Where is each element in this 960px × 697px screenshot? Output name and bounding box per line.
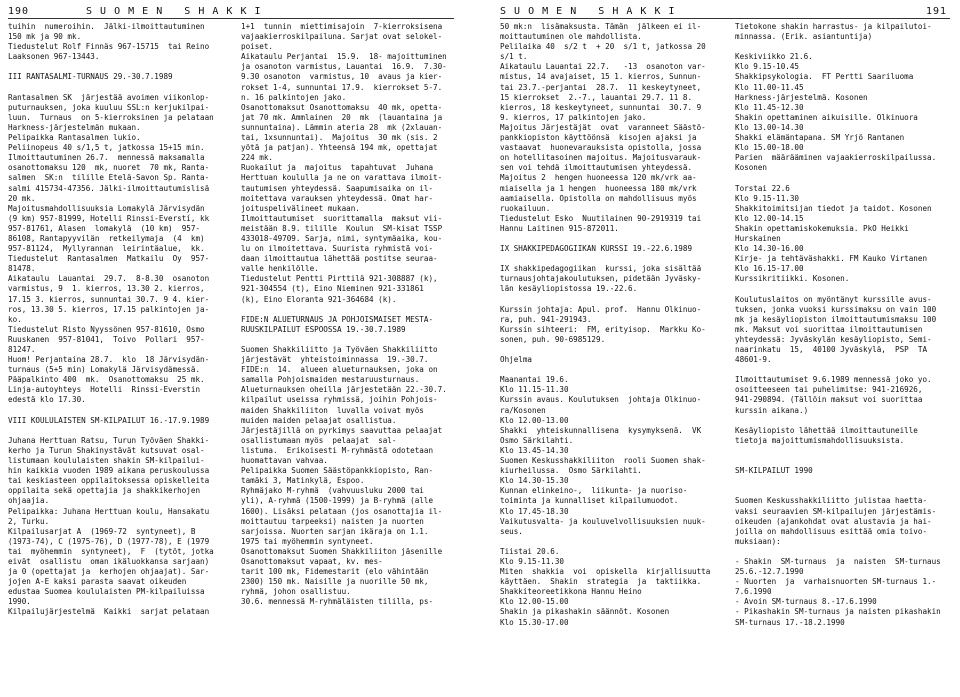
text-line: tai, 1xsunnuntai). Majoitus 30 mk (sis. 2 xyxy=(241,133,438,143)
text-line: 1975 tai myöhemmin syntyneet. xyxy=(241,536,374,546)
text-line: käyttäen. Shakin strategia ja taktiikka. xyxy=(500,577,702,587)
text-line: IX shakkipedagogiikan kurssi, joka sisältää xyxy=(500,264,702,274)
text-line: lu on ilmoitettava. Suurista ryhmistä voi- xyxy=(241,244,434,254)
text-line: Shakin opettamiskokemuksia. PkO Heikki xyxy=(735,223,909,233)
text-line: Klo 14.30-15.30 xyxy=(500,476,569,486)
text-line xyxy=(500,537,725,547)
text-line: (1973-74), C (1975-76), D (1977-78), E (1979 xyxy=(8,536,210,546)
text-line: 81247. xyxy=(8,345,36,354)
text-line xyxy=(735,365,960,375)
text-line: tuksen, jonka vuoksi kurssimaksu on vain 100 xyxy=(735,304,937,314)
text-line: Pääpalkinto 400 mk. Osanottomaksu 25 mk. xyxy=(8,375,205,385)
text-line: Majoitus 2 hengen huoneessa 120 mk/vrk aa- xyxy=(500,173,697,183)
text-line xyxy=(735,456,960,466)
text-line: joituspelivälineet mukaan. xyxy=(241,203,360,213)
text-line: luun. Turnaus on 5-kierroksinen ja pelataan xyxy=(8,112,214,122)
text-line: Peliinopeus 40 s/1,5 t, jatkossa 15+15 min. xyxy=(8,143,205,153)
text-line: tietoja majoittumismahdollisuuksista. xyxy=(735,435,905,445)
text-line: FIDE:N ALUETURNAUS JA POHJOISMAISET MESTA- xyxy=(241,314,434,324)
text-line: moitettava varauksen yhteydessä. Omat har- xyxy=(241,193,434,203)
text-line: SM-turnaus 17.-18.2.1990 xyxy=(735,617,845,627)
text-line: 7.6.1990 xyxy=(735,587,772,597)
text-line: 2, Turku. xyxy=(8,516,50,526)
text-line: ra/Kosonen xyxy=(500,405,546,415)
text-line: sunnuntaina). Lämmin ateria 28 mk (2xlauan- xyxy=(241,122,443,132)
text-line: Torstai 22.6 xyxy=(735,183,790,193)
text-line: Tiedustelut Risto Nyyssönen 957-81610, Osmo xyxy=(8,324,205,334)
text-line: Suomen Keskusshakkiliiton rooli Suomen shak- xyxy=(500,456,706,466)
text-line: Miten shakkia voi opiskella kirjallisuutta xyxy=(500,567,711,577)
text-line: edestä klo 17.30. xyxy=(8,395,86,405)
text-line: 957-81124, Myllyrannan leirintäalue, kk. xyxy=(8,244,205,254)
text-line: Harkness-järjestelmän mukaan. xyxy=(8,122,141,132)
text-line: RUUSKILPAILUT ESPOOSSA 19.-30.7.1989 xyxy=(241,324,406,334)
text-line: mistus, 14 avajaiset, 15 1. kierros, Sunnun- xyxy=(500,72,702,82)
text-line: ryhmä, johon osallistuu. xyxy=(241,587,351,597)
text-line xyxy=(241,335,466,345)
text-line: IX SHAKKIPEDAGOGIIKAN KURSSI 19.-22.6.1989 xyxy=(500,244,693,254)
text-line: Hurskainen xyxy=(735,233,781,243)
text-line: 15 kierrokset 2.-7., lauantai 29.7. 11 8. xyxy=(500,92,693,102)
text-line: Shakin ja pikashakin säännöt. Kosonen xyxy=(500,607,670,617)
text-line: Laaksonen 967-13443. xyxy=(8,52,100,62)
text-line xyxy=(735,476,960,486)
text-line: edustaa Suomea koululaisten PM-kilpailuissa xyxy=(8,587,205,597)
text-line: 9. kierros, 17 palkintojen jako. xyxy=(500,112,647,122)
text-line: 20 mk. xyxy=(8,193,36,203)
text-line: Osmo Särkilahti. xyxy=(500,435,574,445)
text-line: on hotellitasoinen majoitus. Majoitusvarauk- xyxy=(500,153,702,163)
text-line: yötä ja patjan). Yhteensä 194 mk, opettajat xyxy=(241,143,438,153)
text-line xyxy=(735,486,960,496)
text-line: aamiaisella. Opistolla on mahdollisuus myös xyxy=(500,193,697,203)
text-line: Klo 16.15-17.00 xyxy=(735,264,804,274)
text-line: Aikataulu Perjantai 15.9. 18- majoittuminen xyxy=(241,52,447,62)
text-line: Parien määrääminen vajaakierroskilpailussa. xyxy=(735,153,937,163)
text-line: oppilaita sekä opettajia ja shakkikerhojen xyxy=(8,486,201,496)
text-line: 941-290894. (Tällöin maksut voi suorittaa xyxy=(735,395,923,405)
header-rule-left xyxy=(8,18,454,19)
text-line xyxy=(500,365,725,375)
text-line: Ilmoittautumiset 9.6.1989 mennessä joko yo. xyxy=(735,375,932,385)
text-line: Pelipaikka Rantasalmen lukio. xyxy=(8,133,141,143)
text-line: Kirje- ja tehtäväshakki. FM Kauko Virtanen xyxy=(735,254,928,264)
text-line: - Shakin SM-turnaus ja naisten SM-turnaus xyxy=(735,556,941,566)
text-line: 9.30 osanoton varmistus, 10 avaus ja kier- xyxy=(241,72,443,82)
text-line: Shakki elämäntapana. SM Yrjö Rantanen xyxy=(735,133,905,143)
text-line: Tiedustelut Esko Nuutilainen 90-2919319 tai xyxy=(500,213,702,223)
text-line: Shakkiteoreetikkona Hannu Heino xyxy=(500,587,642,597)
text-line: ohjaajia. xyxy=(8,496,50,506)
text-line: ko. xyxy=(8,314,22,324)
text-line: osanottomaksu 120 mk, nuoret 70 mk, Ranta- xyxy=(8,163,210,173)
text-line: maiden Shakkiliiton luvalla voivat myös xyxy=(241,405,424,415)
text-line: mk. Maksut voi suorittaa ilmoittautumisen xyxy=(735,324,923,334)
text-line: tuihin numeroihin. Jälki-ilmoittautuminen xyxy=(8,22,205,31)
text-line: Klo 15.00-18.00 xyxy=(735,143,804,153)
text-line: vastaavat huonevarauksista opistolla, jossa xyxy=(500,143,702,153)
text-line: Suomen Shakkiliitto ja Työväen Shakkiliitto xyxy=(241,345,438,354)
text-line: n. 16 palkintojen jako. xyxy=(241,92,347,102)
text-line: listumaan koululaisten shakin SM-kilpailui- xyxy=(8,456,205,466)
text-line: kurssin aikana.) xyxy=(735,405,809,415)
text-line: vaksi seuraavien SM-kilpailujen järjestämis- xyxy=(735,506,937,516)
text-line: ra, puh. 941-291943. xyxy=(500,314,592,324)
text-line: Keskiviikko 21.6. xyxy=(735,52,813,62)
header-rule-right xyxy=(500,18,950,19)
text-line: mk ja kesäyliopiston ilmoittautumismaksu 100 xyxy=(735,314,937,324)
text-line: Aikataulu Lauantai 29.7. 8-8.30 osanoton xyxy=(8,274,210,284)
text-line: tai myöhemmin syntyneet), F (tytöt, jotka xyxy=(8,546,214,556)
text-line xyxy=(8,406,233,416)
text-line: huomattavan vahvaa. xyxy=(241,456,328,466)
text-line: Tiistai 20.6. xyxy=(500,546,560,556)
text-line: Shakkipsykologia. FT Pertti Saariluoma xyxy=(735,72,914,82)
text-line xyxy=(8,83,233,93)
text-line: Kurssikritiikki. Kosonen. xyxy=(735,274,850,284)
text-line: Kurssin johtaja: Apul. prof. Hannu Olkinuo- xyxy=(500,304,702,314)
text-column-3 xyxy=(500,22,725,628)
text-line: tai 23.7.-perjantai 28.7. 11 keskeytyneet, xyxy=(500,82,702,92)
text-line: Kurssin avaus. Koulutuksen johtaja Olkinuo- xyxy=(500,395,702,405)
text-line: Järjestäjillä on pyrkimys saavuttaa pelaajat xyxy=(241,425,443,435)
text-line: Pelipaikka Suomen Säästöpankkiopisto, Ran- xyxy=(241,466,434,476)
text-line: puturnauksen, joka kuuluu SSL:n kerjukilpai- xyxy=(8,102,210,112)
text-line xyxy=(241,305,466,315)
text-line: III RANTASALMI-TURNAUS 29.-30.7.1989 xyxy=(8,72,173,82)
text-line: Ilmoittautuminen 26.7. mennessä maksamalla xyxy=(8,153,205,163)
text-line xyxy=(735,284,960,294)
text-line: 17.15 3. kierros, sunnuntai 30.7. 9 4. kier- xyxy=(8,294,210,304)
text-line: Klo 15.30-17.00 xyxy=(500,617,569,627)
text-line xyxy=(735,42,960,52)
text-line: jat 70 mk. Ammlainen 20 mk (lauantaina ja xyxy=(241,112,443,122)
text-line: Klo 12.00-15.00 xyxy=(500,597,569,607)
text-line: hin kaikkia vuoden 1989 aikana peruskoulussa xyxy=(8,466,210,476)
text-line: osallistumaan myös pelaajat sal- xyxy=(241,435,397,445)
text-line: Harkness-järjestelmä. Kosonen xyxy=(735,92,868,102)
text-line: oikeuden (ajankohdat ovat alustavia ja hai- xyxy=(735,516,932,526)
running-title-right: S U O M E N S H A K K I xyxy=(500,6,676,17)
text-line: 25.6.-12.7.1990 xyxy=(735,567,804,577)
text-line: Maanantai 19.6. xyxy=(500,375,569,385)
text-line: 433018-49709. Sarja, nimi, syntymäaika, kou- xyxy=(241,233,443,243)
text-line: Hannu Laitinen 915-872011. xyxy=(500,223,619,233)
text-line: valle henkilölle. xyxy=(241,264,319,274)
text-line xyxy=(735,446,960,456)
text-line: eivät osallistu oman ikäluokkansa sarjaan) xyxy=(8,556,210,566)
text-line: salmi 415734-47356. Jälki-ilmoittautumislisä xyxy=(8,183,210,193)
text-line: Klo 17.45-18.30 xyxy=(500,506,569,516)
text-line: Suomen Keskusshakkiliitto julistaa haetta- xyxy=(735,496,928,506)
text-line: Alueturnauksen oheilla järjestetään 22.-30.7. xyxy=(241,385,447,395)
text-line: 86108, Rantapyyvilän retkeilymaja (4 km) xyxy=(8,233,205,243)
text-line: Tietokone shakin harrastus- ja kilpailutoi- xyxy=(735,22,932,31)
text-line: Herttuan koululla ja ne on varattava ilmoit- xyxy=(241,173,443,183)
text-line xyxy=(500,295,725,305)
text-line: Koulutuslaitos on myöntänyt kurssille avus- xyxy=(735,294,932,304)
text-line: Shakin opettaminen aikuisille. Olkinuora xyxy=(735,112,918,122)
text-column-4 xyxy=(735,22,960,628)
text-line: rokset 1-4, sunnuntai 17.9. kierrokset 5-7. xyxy=(241,82,443,92)
text-line: toiminta ja kunnalliset kilpailumuodot. xyxy=(500,496,679,506)
text-line: Shakkitoimitsijan tiedot ja taidot. Kosonen xyxy=(735,203,932,213)
text-line: sonen, puh. 90-6985129. xyxy=(500,334,606,344)
text-line: kerho ja Turun Shakinystävät kutsuvat osal- xyxy=(8,445,205,455)
text-line: muksiaan): xyxy=(735,536,781,546)
text-line: 150 mk ja 90 mk. xyxy=(8,32,82,42)
text-line: turnaus (5+5 min) Lomakylä Järvisydämessä. xyxy=(8,365,201,375)
text-line: kilpailut useissa ryhmissä, joihin Pohjois- xyxy=(241,395,438,405)
text-line: salmen SK:n tilille Etelä-Savon Sp. Ranta- xyxy=(8,173,210,183)
text-line: ja 0 (opettajat ja kerhojen ohjaajat). Sar- xyxy=(8,567,210,577)
text-line: daan ilmoittautua lähettää postitse seuraa- xyxy=(241,254,438,264)
text-line: Kosonen xyxy=(735,163,768,173)
text-line: 50 mk:n lisämaksusta. Tämän jälkeen ei il- xyxy=(500,22,702,31)
text-line: Tiedustelut Rolf Finnäs 967-15715 tai Reino xyxy=(8,42,210,52)
text-line: Kilpailusarjat A (1969-72 syntyneet), B xyxy=(8,526,196,536)
text-line: tautumisen yhteydessä. Saapumisaika on il- xyxy=(241,183,434,193)
text-line: Tiedustelut Pentti Pirttilä 921-308887 (k), xyxy=(241,274,438,284)
text-line xyxy=(735,547,960,557)
text-line: 921-304554 (t), Eino Nieminen 921-331861 xyxy=(241,284,424,294)
text-line: Kurssin sihteeri: FM, erityisop. Markku Ko- xyxy=(500,324,706,334)
text-line xyxy=(8,426,233,436)
text-line: moittautuminen ole mahdollista. xyxy=(500,32,642,42)
text-line: muiden maiden pelaajat osallistua. xyxy=(241,415,397,425)
text-line: sarjoissa. Nuorten sarjan ikäraja on 1.1. xyxy=(241,526,429,536)
text-line: Rantasalmen SK järjestää avoimen viikonlop- xyxy=(8,92,210,102)
text-line: Ruuskanen 957-81041, Toivo Pollari 957- xyxy=(8,334,205,344)
text-line: osoitteeseen tai puhelimitse: 941-216926, xyxy=(735,385,923,395)
text-line: Pelilaika 40 s/2 t + 20 s/1 t, jatkossa 20 xyxy=(500,42,706,52)
text-line: 30.6. mennessä M-ryhmäläisten tililla, ps- xyxy=(241,597,434,607)
text-line: Klo 14.30-16.00 xyxy=(735,244,804,254)
text-line: (9 km) 957-81999, Hotelli Rinssi-Everstí, kk xyxy=(8,213,210,223)
text-line: samalla Pohjoismaiden mestaruusturnaus. xyxy=(241,375,420,385)
text-line: pankkiopiston käyttöönsä kisojen ajaksi ja xyxy=(500,133,697,143)
text-line: naarinkatu 15, 40100 Jyväskylä, PSP TA xyxy=(735,345,928,354)
text-line: Majoitus Järjestäjät ovat varanneet Säästö- xyxy=(500,122,706,132)
text-line: järjestävät yhteistoiminnassa 19.-30.7. xyxy=(241,355,429,365)
text-line: 1990. xyxy=(8,597,31,607)
text-line: ros, 13.30 5. kierros, 17.15 palkintojen ja- xyxy=(8,304,210,314)
page-number-left: 190 xyxy=(8,6,30,17)
text-line: (k), Eino Eloranta 921-364684 (k). xyxy=(241,294,397,304)
text-line: joilla on mahdollisuus esittää omia toivo- xyxy=(735,526,928,536)
text-line: Ryhmäjako M-ryhmä (vahvuusluku 2000 tai xyxy=(241,486,424,496)
text-line: 48601-9. xyxy=(735,355,772,365)
text-line: Klo 9.15-11.30 xyxy=(735,193,800,203)
text-line xyxy=(500,234,725,244)
text-line: - Nuorten ja varhaisnuorten SM-turnaus 1.- xyxy=(735,577,937,587)
text-line xyxy=(500,345,725,355)
text-line: Majoitusmahdollisuuksia Lomakylä Järvisydän xyxy=(8,203,205,213)
text-line: jojen A-E kaksi parasta saavat oikeuden xyxy=(8,577,187,587)
text-line: Klo 13.00-14.30 xyxy=(735,122,804,132)
text-line: Shakki yhteiskunnallisena kysymyksenä. VK xyxy=(500,425,702,435)
text-line: Klo 11.00-11.45 xyxy=(735,82,804,92)
running-title-left: S U O M E N S H A K K I xyxy=(86,6,262,17)
text-line: vajaakierroskilpailuna. Sarjat ovat selokel- xyxy=(241,32,443,42)
text-line: Klo 9.15-10.45 xyxy=(735,62,800,72)
text-line: s/1 t. xyxy=(500,52,528,62)
text-line: - Pikashakin SM-turnaus ja naisten pikashakin xyxy=(735,607,941,617)
text-line: FIDE:n 14. alueen alueturnauksen, joka on xyxy=(241,365,438,375)
text-line: kiurheilussa. Osmo Särkilahti. xyxy=(500,466,642,476)
text-line: kierros, 18 keskeytyneet, sunnuntai 30.7. 9 xyxy=(500,102,702,112)
text-line xyxy=(735,416,960,426)
text-line: Klo 9.15-11.30 xyxy=(500,556,565,566)
text-line: moittautuu tarpeeksi) naisten ja nuorten xyxy=(241,516,424,526)
page-number-right: 191 xyxy=(926,6,948,17)
text-line: 1+1 tunnin miettimisajoin 7-kierroksisena xyxy=(241,22,443,31)
text-line: yhteydessä: Jyväskylän kesäyliopisto, Semi- xyxy=(735,334,932,344)
text-line: Osanottomaksut Suomen Shakkiliiton jäsenille xyxy=(241,546,443,556)
text-line: Ruokailut ja majoitus tapahtuvat Juhana xyxy=(241,163,434,173)
text-line: sen voi tehdä ilmoittautumisen yhteydessä. xyxy=(500,163,693,173)
text-line: Vaikutusvalta- ja kouluvelvollisuuksien nuuk- xyxy=(500,516,706,526)
text-line: län kesäyliopistossa 19.-22.6. xyxy=(500,284,638,294)
text-line: Tiedustelut Rantasalmen Matkailu Oy 957- xyxy=(8,254,210,264)
text-line: poiset. xyxy=(241,42,274,52)
text-line xyxy=(500,254,725,264)
text-line: Klo 11.15-11.30 xyxy=(500,385,569,395)
text-line: Kilpailujärjestelmä Kaikki sarjat pelataan xyxy=(8,607,210,617)
text-line: ruokailuun. xyxy=(500,203,551,213)
text-line xyxy=(735,173,960,183)
text-line: Klo 12.00-13.00 xyxy=(500,415,569,425)
text-line: Klo 11.45-12.30 xyxy=(735,102,804,112)
text-line: Klo 12.00-14.15 xyxy=(735,213,804,223)
text-line: 224 mk. xyxy=(241,153,274,163)
text-line: Juhana Herttuan Ratsu, Turun Työväen Shakki- xyxy=(8,435,210,445)
text-line: seus. xyxy=(500,526,523,536)
text-column-2 xyxy=(241,22,466,607)
text-line: yli), A-ryhmä (1500-1999) ja B-ryhmä (alle xyxy=(241,496,434,506)
text-line: Huom! Perjantaina 28.7. klo 18 Järvisydän- xyxy=(8,355,210,365)
text-line: SM-KILPAILUT 1990 xyxy=(735,466,813,476)
text-line: ja osanoton varmistus, Lauantai 16.9. 7.30- xyxy=(241,62,447,72)
text-line: Ilmoittautumiset suorittamalla maksut vii- xyxy=(241,213,443,223)
text-line: 81478. xyxy=(8,264,36,274)
text-column-1 xyxy=(8,22,233,618)
text-line: Linja-autoyhteys Hotelli Rinssi-Everstin xyxy=(8,385,201,395)
text-line: Osanottomaksut vapaat, kv. mes- xyxy=(241,556,383,566)
text-line: Pelipaikka: Juhana Herttuan koulu, Hansakatu xyxy=(8,506,210,516)
text-line: 1600). Lisäksi pelataan (jos osanottajia il- xyxy=(241,506,443,516)
text-line: Kesäyliopisto lähettää ilmoittautuneille xyxy=(735,425,918,435)
text-line: tamäki 3, Matinkylä, Espoo. xyxy=(241,476,365,486)
text-line: Osanottomaksut Osanottomaksu 40 mk, opetta- xyxy=(241,102,443,112)
text-line: listuma. Erikoisesti M-ryhmästä odotetaan xyxy=(241,445,434,455)
text-line: turnausjohtajakoulutuksen, pidetään Jyväsky- xyxy=(500,274,702,284)
text-line: Kunnan elinkeino-, liikunta- ja nuoriso- xyxy=(500,486,688,496)
text-line: tai keskiasteen oppilaitoksessa opiskelleita xyxy=(8,476,210,486)
text-line: 2300) 150 mk. Naisille ja nuorille 50 mk, xyxy=(241,577,429,587)
text-line: meistään 8.9. tilille Koulun SM-kisat TSSP xyxy=(241,223,443,233)
text-line: minnassa. (Erik. asiantuntija) xyxy=(735,32,873,42)
text-line: Klo 13.45-14.30 xyxy=(500,445,569,455)
text-line: Ohjelma xyxy=(500,355,533,365)
text-line xyxy=(8,62,233,72)
text-line: - Avoin SM-turnaus 8.-17.6.1990 xyxy=(735,597,877,607)
text-line: varmistus, 9 1. kierros, 13.30 2. kierros, xyxy=(8,284,205,294)
text-line: 957-81761, Alasen lomakylä (10 km) 957- xyxy=(8,223,201,233)
text-line: Aikataulu Lauantai 22.7. -13 osanoton var- xyxy=(500,62,706,72)
text-line: miaisella ja 1 hengen huoneessa 180 mk/vrk xyxy=(500,183,697,193)
text-line: tarit 100 mk, Fidemestarit (elo vähintään xyxy=(241,567,429,577)
text-line: VIII KOULULAISTEN SM-KILPAILUT 16.-17.9.1989 xyxy=(8,415,210,425)
